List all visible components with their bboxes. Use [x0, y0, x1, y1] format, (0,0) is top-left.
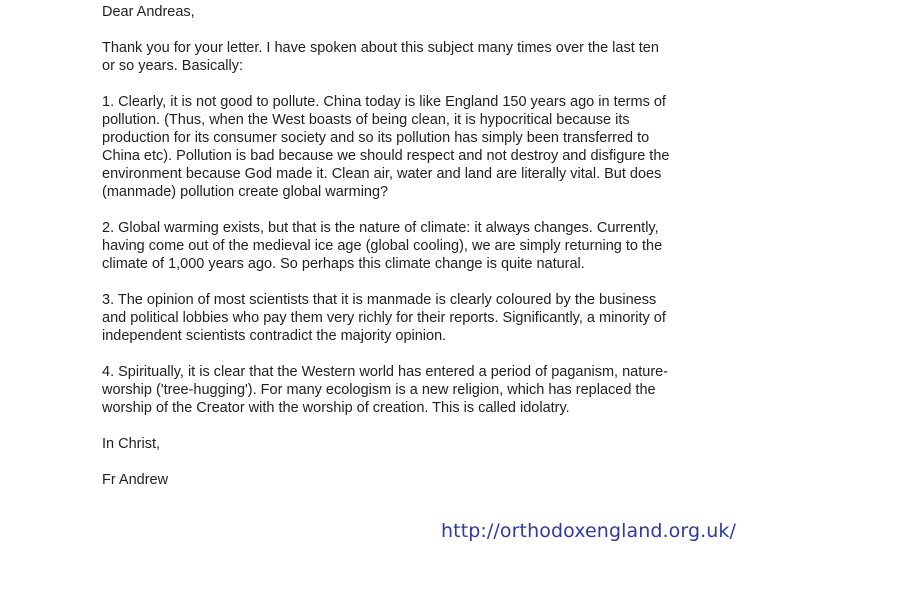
point-4-paragraph: 4. Spiritually, it is clear that the Western world has entered a period of paganism, nature-worship ('tree-hugging'). For many ecologism is a new religion, which has replaced the worship of the Creator with the worship of creation. This is called idolatry. [102, 364, 669, 416]
salutation: Dear Andreas, [102, 4, 195, 20]
point-1-paragraph: 1. Clearly, it is not good to pollute. China today is like England 150 years ago in terms of pollution. (Thus, when the West boasts of being clean, it is hypocritical because its production for its consumer society and so its pollution has simply been transferred to China etc). Pollution is bad because we should respect and not destroy and disfigure the environment because God made it. Clean air, water and land are literally vital. But does (manmade) pollution create global warming? [102, 94, 670, 200]
closing: In Christ, [102, 436, 161, 452]
point-2-paragraph: 2. Global warming exists, but that is the nature of climate: it always changes. Currently, having come out of the medieval ice age (global cooling), we are simply returning to the climate of 1,000 years ago. So perhaps this climate change is quite natural. [102, 220, 663, 272]
intro-paragraph: Thank you for your letter. I have spoken about this subject many times over the last ten or so years. Basically: [102, 40, 659, 74]
letter-body [102, 3, 674, 507]
website-url-watermark: http://orthodoxengland.org.uk/ [441, 520, 737, 542]
point-3-paragraph: 3. The opinion of most scientists that it is manmade is clearly coloured by the business and political lobbies who pay them very richly for their reports. Significantly, a minority of independent scientists contradict the majority opinion. [102, 292, 666, 344]
signature: Fr Andrew [102, 472, 169, 488]
